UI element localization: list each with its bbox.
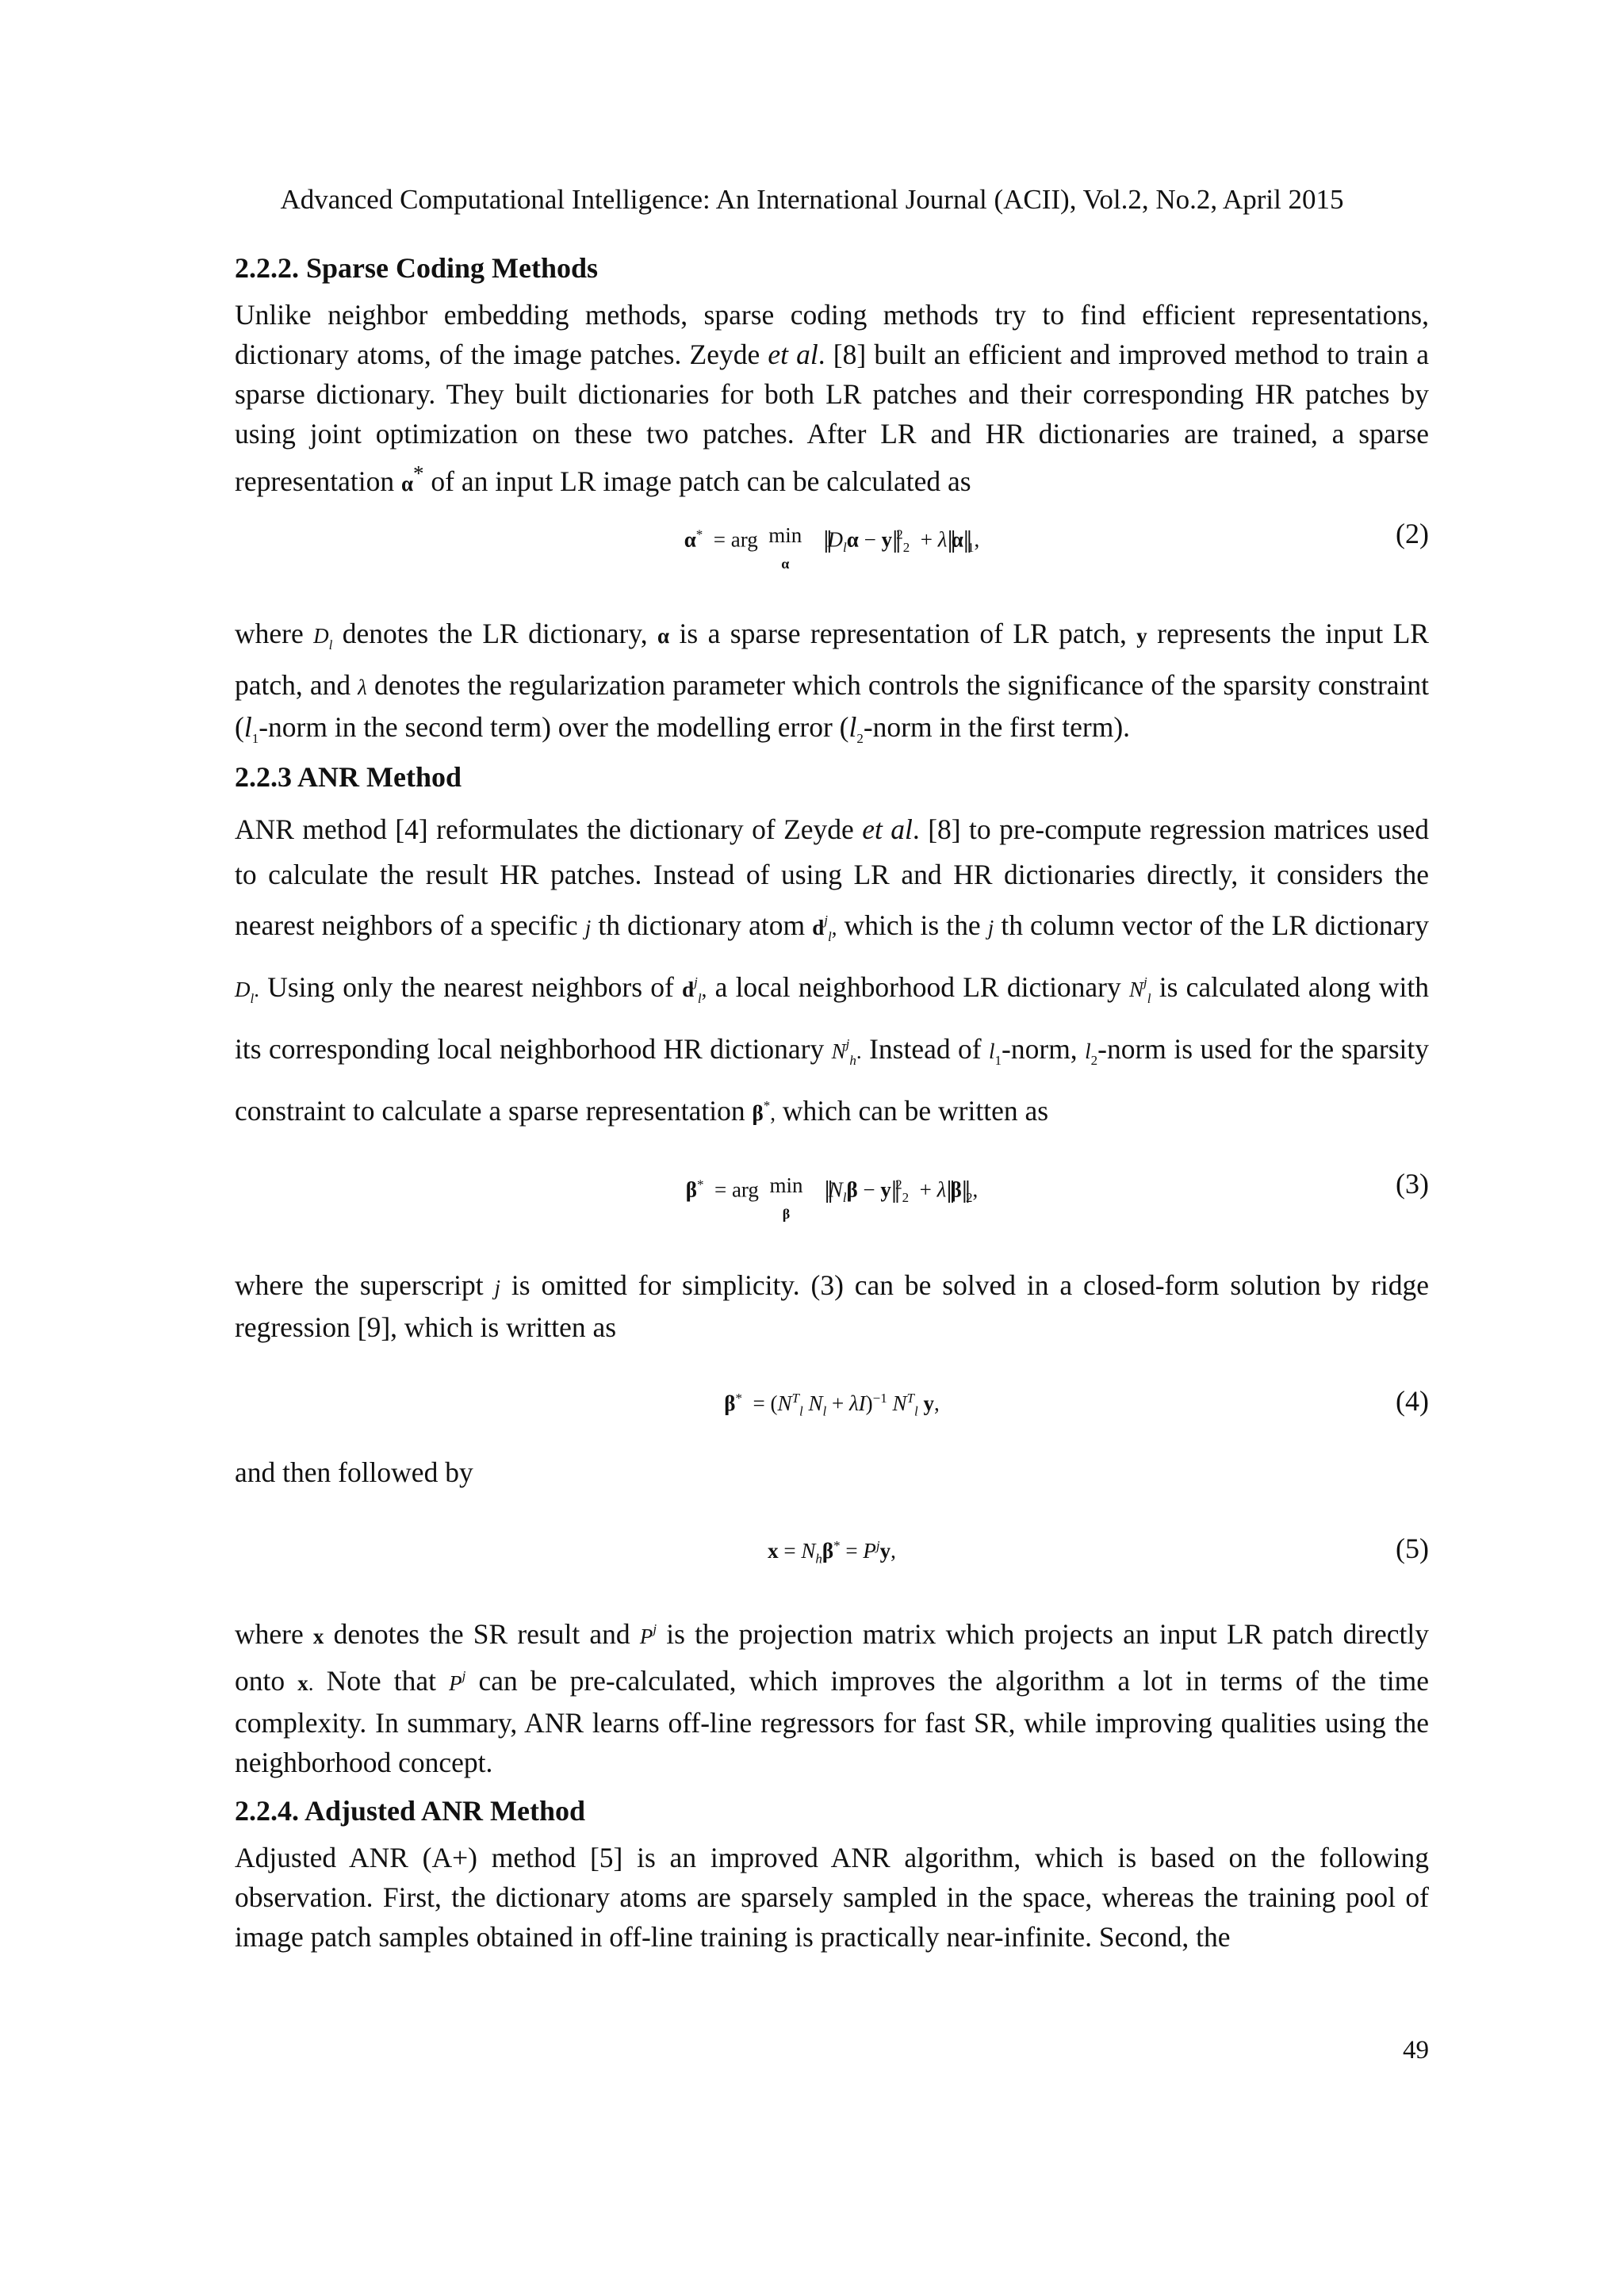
paragraph-sparse-where — [235, 614, 1429, 759]
paragraph-text: ANR method [4] reformulates the dictionary of Zeyde et al. [8] to pre-compute regression matrices used to calculate the result HR patches. Instead of using LR and HR dictionaries directly, it considers the nearest neighbors of a specific j th dictionary atom $d^j_l$, which is the j th column vector of the LR dictionary $D_l$. Using only the nearest neighbors of $d^j_l$, a local neighborhood LR dictionary $N^j_l$ is calculated along with its corresponding local neighborhood HR dictionary $N^j_h$. Instead of $l_1$-norm, $l_2$-norm is used for the sparsity constraint to calculate a sparse representation β*, which can be written as — [235, 813, 1430, 1127]
paragraph-text: Adjusted ANR (A+) method [5] is an improved ANR algorithm, which is based on the following observation. First, the dictionary atoms are sparsely sampled in the space, whereas the training pool of image patch samples obtained in off-line training is practically near-infinite. Second, the — [235, 1842, 1429, 1953]
paragraph-text: Unlike neighbor embedding methods, sparse coding methods try to find efficient representations, dictionary atoms, of the image patches. Zeyde et al. [8] built an efficient and improved method to train a sparse dictionary. They built dictionaries for both LR patches and their corresponding HR patches by using joint optimization on these two patches. After LR and HR dictionaries are trained, a sparse representation α* of an input LR image patch can be calculated as — [235, 299, 1429, 497]
paragraph-projection — [235, 1609, 1429, 1782]
paragraph-adjusted-anr — [235, 1838, 1429, 1957]
paragraph-text: where the superscript j is omitted for simplicity. (3) can be solved in a closed-form solution by ridge regression [9], which is written as — [235, 1269, 1430, 1343]
page-number: 49 — [1403, 2036, 1429, 2064]
equation-5-body: $x = N_h\beta^* = P^jy$, — [768, 1538, 896, 1567]
equation-2-body: α* = arg min α $‖D_l\alpha$ − y‖$^2_2$ + $\lambda‖\alpha‖_1$, — [684, 523, 980, 572]
paragraph-followed-by — [235, 1452, 1429, 1492]
section-2-2-2 — [235, 251, 1429, 285]
paragraph-sparse-coding — [235, 295, 1429, 503]
section-heading: 2.2.4. Adjusted ANR Method — [235, 1795, 586, 1827]
section-2-2-3 — [235, 760, 1429, 794]
section-heading: 2.2.3 ANR Method — [235, 761, 462, 793]
equation-number: (3) — [1396, 1168, 1429, 1200]
equation-number: (4) — [1396, 1385, 1429, 1417]
paragraph-anr-where — [235, 1265, 1429, 1347]
equation-number: (5) — [1396, 1533, 1429, 1564]
paragraph-anr — [235, 807, 1429, 1136]
paragraph-text: and then followed by — [235, 1456, 473, 1488]
running-header: Advanced Computational Intelligence: An International Journal (ACII), Vol.2, No.2, April 2015 — [280, 184, 1344, 215]
paragraph-text: where $D_l$ denotes the LR dictionary, α is a sparse representation of LR patch, y represents the input LR patch, and λ denotes the regularization parameter which controls the significance of the sparsity constraint ($l_1$-norm in the second term) over the modelling error ($l_2$-norm in the first term). — [235, 618, 1429, 747]
equation-number: (2) — [1396, 518, 1429, 549]
paragraph-text: where x denotes the SR result and $P^j$ is the projection matrix which projects an input LR patch directly onto x. Note that $P^j$ can be pre-calculated, which improves the algorithm a lot in terms of the time complexity. In summary, ANR learns off-line regressors for fast SR, while improving qualities using the neighborhood concept. — [235, 1617, 1429, 1778]
equation-3-body: β* = arg min β $‖N_l\beta$ − y‖$^2_2$ + $\lambda‖\beta‖_2$, — [685, 1173, 979, 1222]
section-2-2-4 — [235, 1793, 1429, 1828]
equation-4-body: $\beta^* = (N^T_l$ $N_l + \lambda I)^{-1}$ $N^T_l$ y, — [724, 1391, 940, 1419]
section-heading: 2.2.2. Sparse Coding Methods — [235, 252, 599, 284]
